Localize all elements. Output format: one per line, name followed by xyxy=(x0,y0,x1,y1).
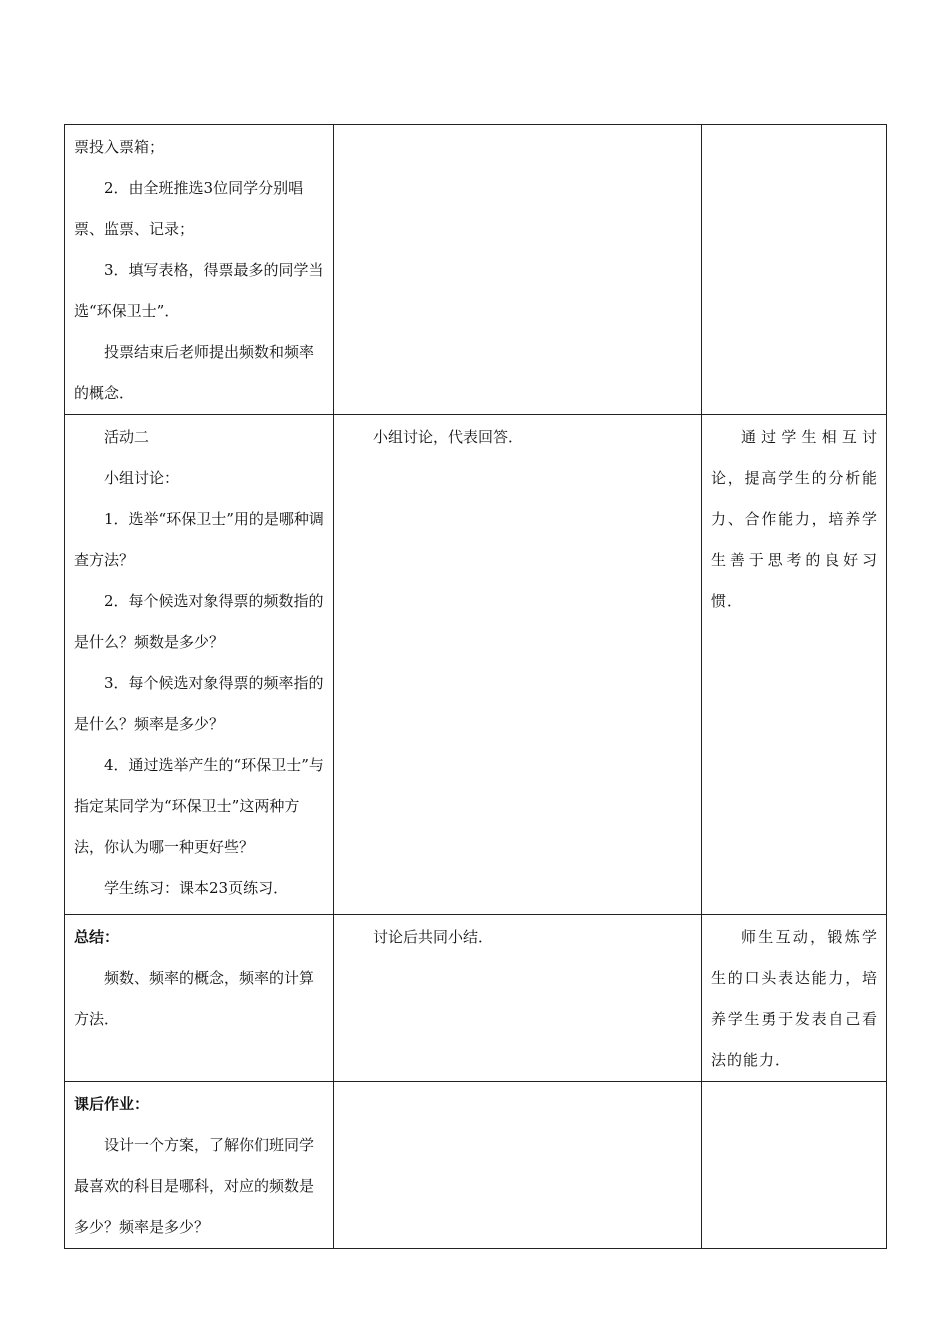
student-activity-cell xyxy=(334,125,702,415)
cell-text: 小组讨论，代表回答． xyxy=(373,428,524,446)
cell-text: 活动二 xyxy=(104,428,150,446)
activity-cell xyxy=(65,915,334,1082)
cell-text: 投票结束后老师提出频数和频率的概念． xyxy=(74,343,315,402)
cell-text: 设计一个方案，了解你们班同学最喜欢的科目是哪科，对应的频数是多少？频率是多少？ xyxy=(74,1136,315,1236)
table-row xyxy=(65,415,887,915)
cell-text: 小组讨论： xyxy=(104,469,180,487)
design-intent-cell xyxy=(702,415,887,915)
student-activity-cell xyxy=(334,415,702,915)
design-intent-cell xyxy=(702,1082,887,1249)
cell-text: 票投入票箱； xyxy=(74,138,165,156)
cell-text: 通过学生相互讨论，提高学生的分析能力、合作能力，培养学生善于思考的良好习惯． xyxy=(711,428,878,610)
cell-text: 2．每个候选对象得票的频数指的是什么？频数是多少？ xyxy=(74,592,324,651)
cell-text: 3．填写表格，得票最多的同学当选“环保卫士”． xyxy=(74,261,324,320)
section-heading: 总结： xyxy=(74,928,120,946)
table-row xyxy=(65,1082,887,1249)
activity-cell xyxy=(65,125,334,415)
cell-text: 4．通过选举产生的“环保卫士”与指定某同学为“环保卫士”这两种方法，你认为哪一种更好些？ xyxy=(74,756,324,856)
cell-text: 频数、频率的概念，频率的计算方法． xyxy=(74,969,315,1028)
activity-cell xyxy=(65,1082,334,1249)
cell-text: 3．每个候选对象得票的频率指的是什么？频率是多少？ xyxy=(74,674,324,733)
design-intent-cell xyxy=(702,915,887,1082)
design-intent-cell xyxy=(702,125,887,415)
cell-text: 讨论后共同小结． xyxy=(373,928,494,946)
student-activity-cell xyxy=(334,915,702,1082)
activity-cell xyxy=(65,415,334,915)
lesson-plan-table xyxy=(64,124,887,1249)
cell-text: 1．选举“环保卫士”用的是哪种调查方法？ xyxy=(74,510,324,569)
section-heading: 课后作业： xyxy=(74,1095,150,1113)
table-row xyxy=(65,125,887,415)
cell-text: 学生练习：课本23页练习． xyxy=(104,879,289,897)
table-row xyxy=(65,915,887,1082)
cell-text: 2．由全班推选3位同学分别唱票、监票、记录； xyxy=(74,179,304,238)
student-activity-cell xyxy=(334,1082,702,1249)
cell-text: 师生互动，锻炼学生的口头表达能力，培养学生勇于发表自己看法的能力． xyxy=(711,928,878,1069)
